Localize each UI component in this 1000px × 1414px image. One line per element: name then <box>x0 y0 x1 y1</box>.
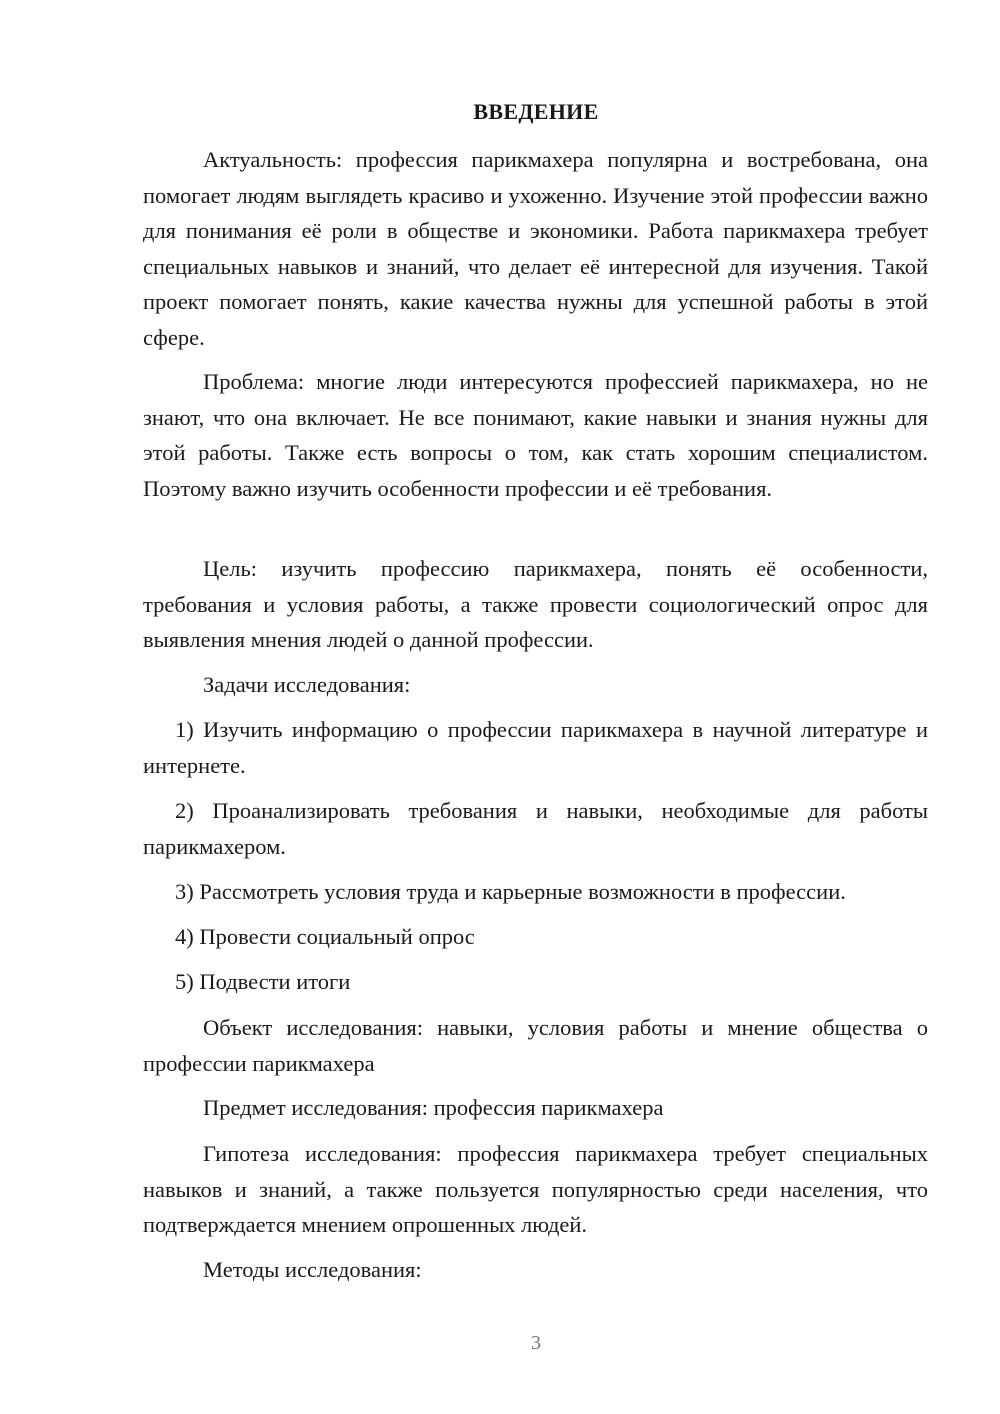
task-item-4: 4) Провести социальный опрос <box>175 924 475 949</box>
task-item-1: 1) Изучить информацию о профессии парикмахера в научной литературе и интернете. <box>143 717 928 778</box>
paragraph-hypothesis: Гипотеза исследования: профессия парикмахера требует специальных навыков и знаний, а также пользуется популярностью среди населения, что подтверждается мнением опрошенных людей. <box>143 1141 928 1237</box>
tasks-heading: Задачи исследования: <box>203 672 411 697</box>
task-item-5: 5) Подвести итоги <box>175 969 351 994</box>
task-item-3: 3) Рассмотреть условия труда и карьерные возможности в профессии. <box>175 879 846 904</box>
task-item-2: 2) Проанализировать требования и навыки, необходимые для работы парикмахером. <box>143 798 928 859</box>
paragraph-object: Объект исследования: навыки, условия работы и мнение общества о профессии парикмахера <box>143 1015 928 1076</box>
paragraph-subject: Предмет исследования: профессия парикмахера <box>203 1095 664 1120</box>
paragraph-problem: Проблема: многие люди интересуются профессией парикмахера, но не знают, что она включает. Не все понимают, какие навыки и знания нужны для этой работы. Также есть вопросы о том, как стать хорошим специалистом. Поэтому важно изучить особенности профессии и её требования. <box>143 369 928 501</box>
paragraph-goal: Цель: изучить профессию парикмахера, понять её особенности, требования и условия работы, а также провести социологический опрос для выявления мнения людей о данной профессии. <box>143 556 928 652</box>
section-title: ВВЕДЕНИЕ <box>473 99 599 124</box>
paragraph-relevance: Актуальность: профессия парикмахера популярна и востребована, она помогает людям выглядеть красиво и ухоженно. Изучение этой профессии важно для понимания её роли в обществе и экономики. Работа парикмахера требует специальных навыков и знаний, что делает её интересной для изучения. Такой проект помогает понять, какие качества нужны для успешной работы в этой сфере. <box>143 147 928 350</box>
paragraph-methods: Методы исследования: <box>203 1257 422 1282</box>
page-number: 3 <box>531 1332 541 1354</box>
